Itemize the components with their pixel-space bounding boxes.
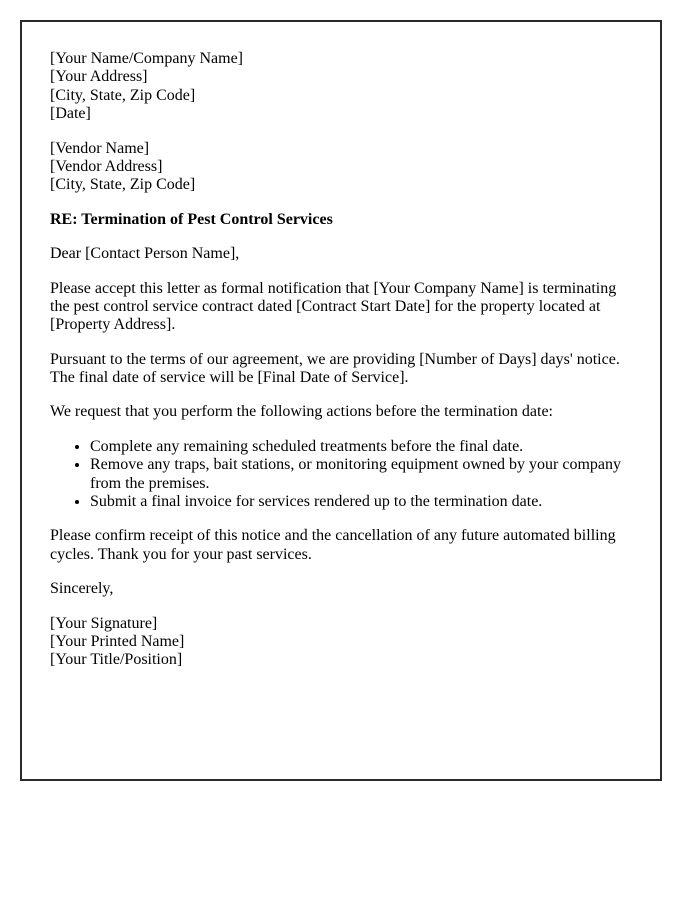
sender-address: [Your Address]: [50, 68, 148, 86]
subject-line: RE: Termination of Pest Control Services: [50, 210, 333, 228]
sender-block: [50, 50, 632, 124]
recipient-block: [50, 140, 632, 195]
salutation: Dear [Contact Person Name],: [50, 245, 240, 263]
request-list: [50, 438, 632, 512]
printed-name-line: [Your Printed Name]: [50, 632, 185, 650]
body-paragraph-3: We request that you perform the following actions before the termination date:: [50, 403, 553, 421]
list-item: • Submit a final invoice for services rendered up to the termination date.: [90, 493, 632, 511]
title-position-line: [Your Title/Position]: [50, 651, 183, 669]
recipient-address: [Vendor Address]: [50, 157, 163, 175]
letter-date: [Date]: [50, 105, 91, 123]
signature-block: [50, 615, 632, 670]
recipient-name: [Vendor Name]: [50, 139, 150, 157]
sender-name: [Your Name/Company Name]: [50, 50, 244, 67]
list-item: • Complete any remaining scheduled treatments before the final date.: [90, 438, 632, 456]
body-paragraph-1: Please accept this letter as formal notification that [Your Company Name] is terminating the pest control service contract dated [Contract Start Date] for the property located at [Property Address].: [50, 279, 617, 334]
signoff: Sincerely,: [50, 580, 114, 598]
body-paragraph-4: Please confirm receipt of this notice and the cancellation of any future automated billing cycles. Thank you for your past services.: [50, 527, 616, 563]
signature-line: [Your Signature]: [50, 614, 158, 632]
list-item: • Remove any traps, bait stations, or monitoring equipment owned by your company from the premises.: [90, 456, 632, 493]
recipient-city-state-zip: [City, State, Zip Code]: [50, 176, 196, 194]
body-paragraph-2: Pursuant to the terms of our agreement, we are providing [Number of Days] days' notice. The final date of service will be [Final Date of Service].: [50, 350, 620, 387]
letter-frame: [20, 20, 662, 781]
sender-city-state-zip: [City, State, Zip Code]: [50, 86, 196, 104]
